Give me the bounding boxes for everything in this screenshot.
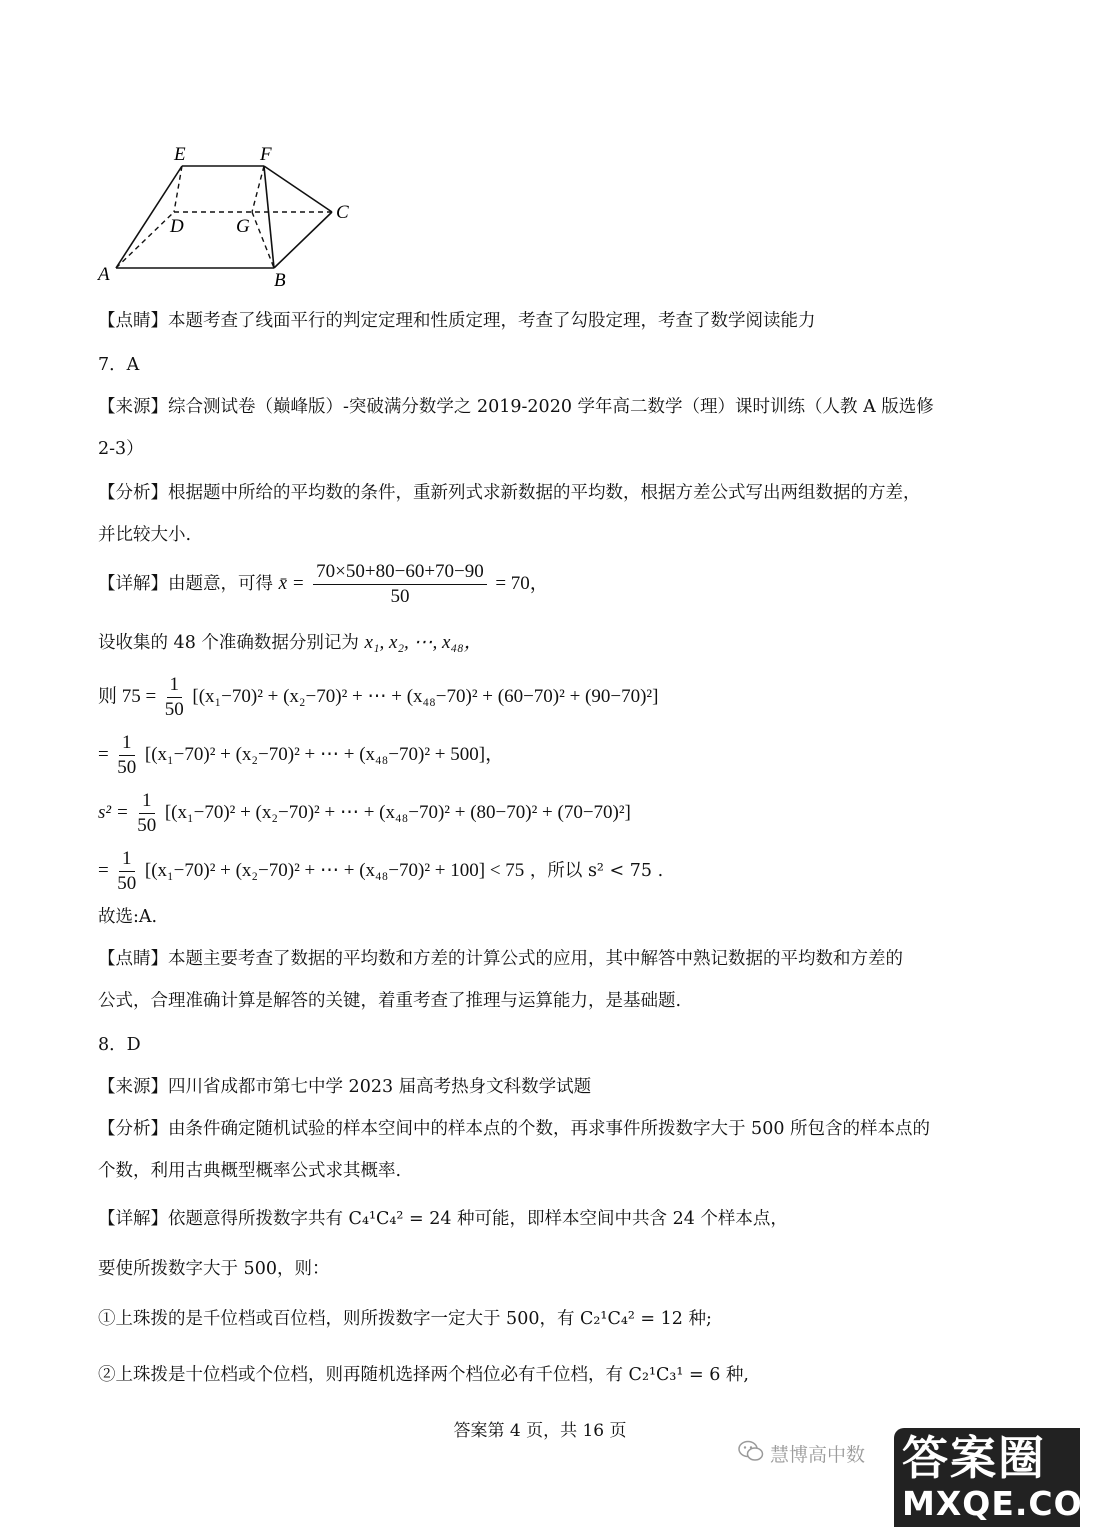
q8-case1: ①上珠拨的是千位档或百位档，则所拨数字一定大于 500，有 C₂¹C₄² = 12 种; <box>98 1309 712 1329</box>
watermark-logo <box>894 1428 1117 1527</box>
label-e: E <box>174 144 186 165</box>
q8-answer: 8．D <box>98 1035 141 1055</box>
page-footer: 答案第 4 页，共 16 页 <box>453 1421 627 1441</box>
q7-eq1 <box>98 672 988 722</box>
q7-eq4-prefix: = <box>98 860 109 881</box>
q8-case2: ②上珠拨是十位档或个位档，则再随机选择两个档位必有千位档，有 C₂¹C₃¹ = 6 种, <box>98 1365 749 1385</box>
watermark-account: 慧博高中数 <box>770 1444 866 1466</box>
wechat-icon <box>738 1440 764 1462</box>
frac-den: 50 <box>117 757 137 778</box>
q7-eq2-prefix: = <box>98 744 109 765</box>
edge-fg-hidden <box>252 166 264 212</box>
frac-one-fiftieth <box>165 674 184 721</box>
label-b: B <box>274 270 286 291</box>
edge-bc <box>274 212 332 268</box>
q7-comment-line2: 公式，合理准确计算是解答的关键，着重考查了推理与运算能力，是基础题. <box>98 991 682 1011</box>
frac-num: 1 <box>167 674 183 698</box>
watermark-logo-bottom: MXQE.COM <box>902 1484 1117 1523</box>
q7-set-text: 设收集的 48 个准确数据分别记为 <box>98 633 359 653</box>
frac-one-fiftieth <box>137 790 156 837</box>
q7-detail-mean <box>98 560 988 608</box>
q7-eq4 <box>98 846 988 896</box>
label-g: G <box>236 216 250 237</box>
mean-denominator: 50 <box>390 586 410 607</box>
frac-den: 50 <box>117 873 137 894</box>
q7-eq4-body: [(x₁−70)² + (x₂−70)² + ⋯ + (x₄₈−70)² + 100] < 75 <box>144 860 525 881</box>
label-a: A <box>98 264 110 285</box>
frac-num: 1 <box>119 848 135 872</box>
q7-eq3-body: [(x₁−70)² + (x₂−70)² + ⋯ + (x₄₈−70)² + (80−70)² + (70−70)²] <box>164 802 631 823</box>
frac-num: 1 <box>119 732 135 756</box>
q6-comment: 【点睛】本题考查了线面平行的判定定理和性质定理，考查了勾股定理，考查了数学阅读能力 <box>98 311 816 331</box>
q7-eq2 <box>98 730 988 780</box>
q7-eq2-body: [(x₁−70)² + (x₂−70)² + ⋯ + (x₄₈−70)² + 500]， <box>144 744 505 765</box>
q7-comment-line1: 【点睛】本题主要考查了数据的平均数和方差的计算公式的应用，其中解答中熟记数据的平均数和方差的 <box>98 949 903 969</box>
q7-set-vars: x₁, x₂, ⋯, x₄₈， <box>364 632 483 653</box>
q7-source-line1: 【来源】综合测试卷（巅峰版）-突破满分数学之 2019-2020 学年高二数学（理）课时训练（人教 A 版选修 <box>98 397 934 417</box>
mean-numerator: 70×50+80−60+70−90 <box>313 561 487 585</box>
q7-eq1-prefix: 则 75 = <box>98 686 157 707</box>
label-f: F <box>260 144 272 165</box>
label-c: C <box>336 202 349 223</box>
q8-detail: 【详解】依题意得所拨数字共有 C₄¹C₄² = 24 种可能，即样本空间中共含 24 个样本点， <box>98 1209 788 1229</box>
q7-eq3 <box>98 788 988 838</box>
prism-diagram <box>96 140 376 300</box>
q8-analysis-line2: 个数，利用古典概型概率公式求其概率. <box>98 1161 402 1181</box>
watermark-logo-top: 答案圈 <box>902 1431 1046 1485</box>
q7-analysis-line1: 【分析】根据题中所给的平均数的条件，重新列式求新数据的平均数，根据方差公式写出两组数据的方差， <box>98 483 921 503</box>
mean-symbol: x̄ = <box>278 573 305 594</box>
q8-requirement: 要使所拨数字大于 500，则： <box>98 1259 330 1279</box>
q7-set-line <box>98 630 988 656</box>
frac-one-fiftieth <box>117 732 136 779</box>
q8-analysis-line1: 【分析】由条件确定随机试验的样本空间中的样本点的个数，再求事件所拨数字大于 500 所包含的样本点的 <box>98 1119 931 1139</box>
edge-fb <box>264 166 274 268</box>
edge-ad-hidden <box>116 212 174 268</box>
q7-analysis-line2: 并比较大小. <box>98 525 192 545</box>
frac-num: 1 <box>139 790 155 814</box>
q7-eq1-body: [(x₁−70)² + (x₂−70)² + ⋯ + (x₄₈−70)² + (60−70)² + (90−70)²] <box>192 686 659 707</box>
frac-den: 50 <box>137 815 157 836</box>
label-d: D <box>170 216 184 237</box>
q7-detail-prefix: 【详解】由题意，可得 <box>98 574 273 594</box>
q7-eq3-prefix: s² = <box>98 802 129 823</box>
q7-answer: 7．A <box>98 355 140 375</box>
mean-fraction <box>313 561 487 608</box>
q8-source: 【来源】四川省成都市第七中学 2023 届高考热身文科数学试题 <box>98 1077 592 1097</box>
geometry-figure <box>96 140 376 300</box>
mean-result: = 70， <box>495 573 549 594</box>
frac-one-fiftieth <box>117 848 136 895</box>
frac-den: 50 <box>164 699 184 720</box>
q7-source-line2: 2-3） <box>98 439 144 459</box>
edge-fc <box>264 166 332 212</box>
q7-eq4-suffix: ，所以 s² < 75 . <box>529 861 664 881</box>
q7-choose: 故选:A. <box>98 907 158 927</box>
